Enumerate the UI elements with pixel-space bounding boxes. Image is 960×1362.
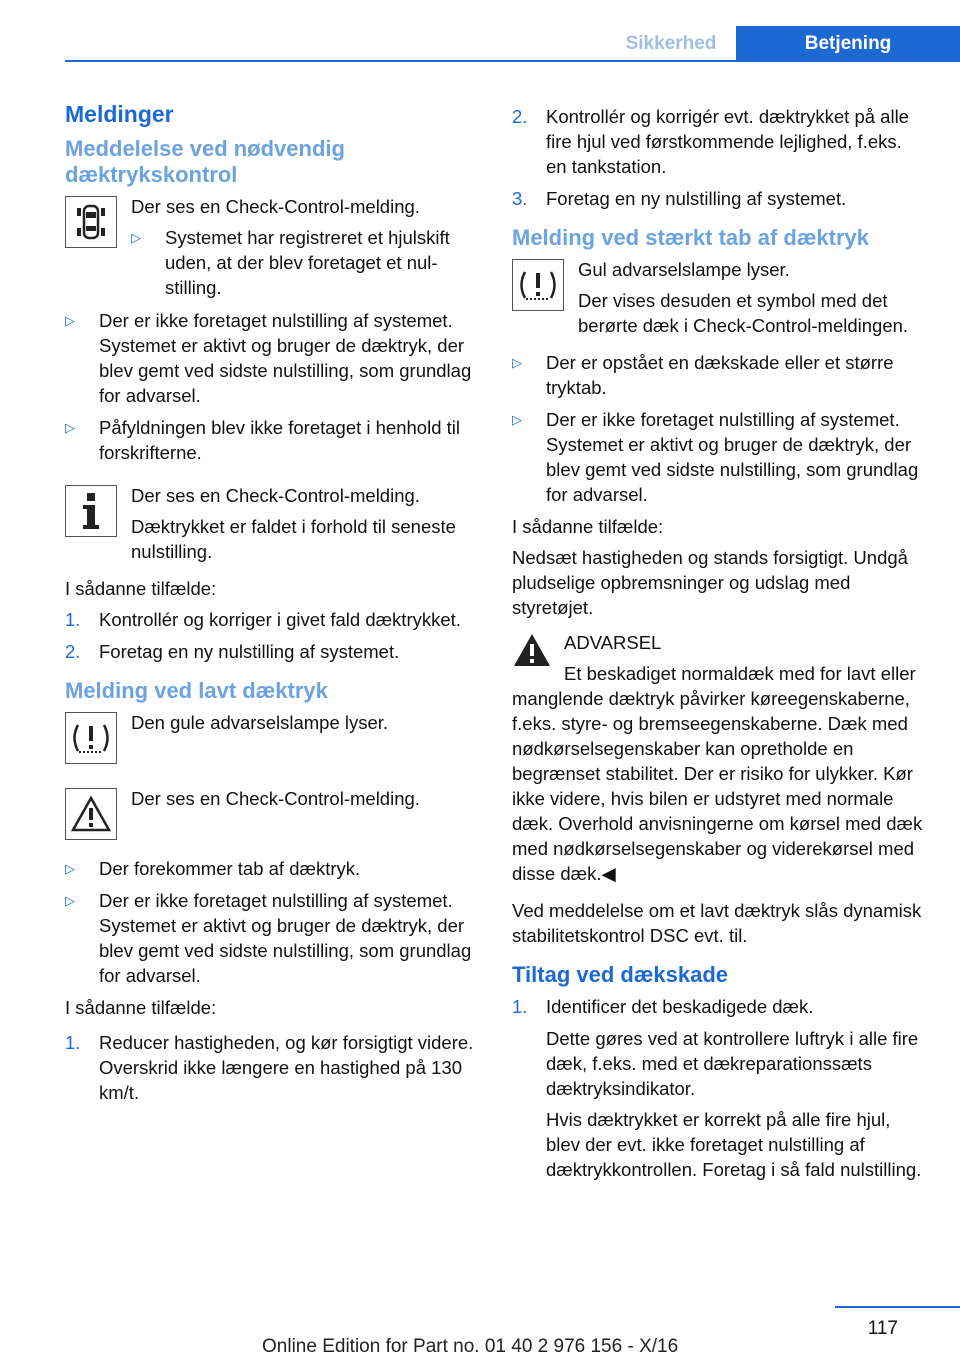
warning-title: ADVARSEL — [564, 632, 662, 653]
cases-label: I sådanne tilfælde: — [512, 516, 664, 537]
check-control-block — [65, 786, 477, 842]
cases-label: I sådanne tilfælde: — [65, 997, 217, 1018]
dsc-text: Ved meddelelse om et lavt dæktryk slås dynamisk stabilitetskontrol DSC evt. til. — [512, 900, 922, 946]
yellow-lamp-block — [512, 257, 926, 338]
info-icon — [65, 485, 117, 537]
warning-block — [512, 630, 926, 655]
list-item: ▷ Der er ikke foretaget nulstilling af systemet. Systemet er aktivt og bruger de dæktryk, der blev gemt ved sidste nulstilling, som grundlag for advarsel. — [512, 409, 919, 505]
footer-rule — [835, 1306, 960, 1308]
car-tire-message-block — [65, 194, 477, 300]
list-item: ▷ Der er ikke foretaget nulstilling af systemet. Systemet er aktivt og bruger de dæktryk, der blev gemt ved sidste nulstilling, som grundlag for advarsel. — [65, 310, 472, 406]
section-title-low-pressure: Melding ved lavt dæktryk — [65, 678, 328, 703]
warning-triangle-icon — [65, 788, 117, 840]
cases-label: I sådanne tilfælde: — [65, 578, 217, 599]
check-control-text: Der ses en Check-Control-melding. — [131, 788, 420, 809]
numbered-list — [512, 104, 926, 211]
warning-text: Et beskadiget normaldæk med for lavt eller manglende dæktryk påvirker køreegenskaberne, f.eks. styre- og bremseegenskaberne. Dæk med nødkørselsegenskaber kan opretholde en begrænset stabilitet. Der er risiko for ulykker. Kør ikke videre, hvis bilen er udstyret med normale dæk. Overhold anvisningerne om kørsel med dæk med nødkørselsegenskaber og viderekørsel med disse dæk.◀ — [512, 663, 923, 884]
list-item: 1. Kontrollér og korriger i givet fald dæktrykket. — [65, 609, 461, 630]
check-control-text: Der ses en Check-Control-melding. — [131, 196, 420, 217]
bullet-list — [512, 350, 926, 507]
list-item: ▷ Der er ikke foretaget nulstilling af systemet. Systemet er aktivt og bruger de dæktryk, der blev gemt ved sidste nulstilling, som grundlag for advarsel. — [65, 890, 472, 986]
section-title-meldinger: Meldinger — [65, 101, 174, 127]
tire-pressure-warning-icon — [512, 259, 564, 311]
yellow-lamp-block — [65, 710, 477, 766]
step-detail-text: Dette gøres ved at kontrollere luftryk i alle fire dæk, f.eks. med et dækreparationssæts dæktryksindikator. — [546, 1028, 919, 1099]
right-column — [512, 104, 926, 1188]
bullet-list — [131, 225, 477, 300]
edition-text: Online Edition for Part no. 01 40 2 976 156 - X/16 — [262, 1336, 679, 1357]
tire-pressure-warning-icon — [65, 712, 117, 764]
list-item: ▷ Systemet har registreret et hjulskift uden, at der blev foretaget et nulstilling. — [131, 227, 450, 298]
numbered-list — [65, 1030, 477, 1105]
car-tire-icon — [65, 196, 117, 248]
step-detail-text: Hvis dæktrykket er korrekt på alle fire hjul, blev der evt. ikke foretaget nulstilling af dæktrykkontrollen. Foretag i så fald nulstilling. — [546, 1109, 922, 1180]
bullet-list — [65, 308, 477, 465]
reduce-speed-text: Nedsæt hastigheden og stands forsigtigt. Undgå pludselige opbremsninger og udslag med styretøjet. — [512, 547, 908, 618]
list-item: 1. Identificer det beskadigede dæk. — [512, 996, 814, 1017]
numbered-list — [65, 607, 477, 664]
list-item: 1. Reducer hastigheden, og kør forsigtigt videre. Overskrid ikke længere en hastighed på 130 km/t. — [65, 1032, 474, 1103]
list-item: 2. Foretag en ny nulstilling af systemet. — [65, 641, 400, 662]
warning-triangle-filled-icon — [512, 632, 552, 668]
numbered-list — [512, 994, 926, 1019]
check-control-text: Der ses en Check-Control-melding. — [131, 485, 420, 506]
yellow-lamp-text: Den gule advarselslampe lyser. — [131, 712, 389, 733]
section-title-tire-damage: Tiltag ved dækskade — [512, 962, 729, 987]
list-item: ▷ Påfyldningen blev ikke foretaget i henhold til forskrifterne. — [65, 417, 460, 463]
tab-sikkerhed[interactable]: Sikkerhed — [625, 33, 717, 54]
section-title-strong-loss: Melding ved stærkt tab af dæktryk — [512, 225, 869, 250]
list-item: 2. Kontrollér og korrigér evt. dæktrykket på alle fire hjul ved førstkommende lejlighed, f.eks. en tankstation. — [512, 106, 909, 177]
list-item: 3. Foretag en ny nulstilling af systemet. — [512, 188, 847, 209]
section-title-check-required: Meddelelse ved nødvendig dæktrykskontrol — [65, 136, 345, 187]
header-rule — [65, 60, 960, 62]
pressure-drop-text: Dæktrykket er faldet i forhold til seneste nulstilling. — [131, 516, 456, 562]
yellow-lamp-text: Gul advarselslampe lyser. — [578, 259, 790, 280]
symbol-text: Der vises desuden et symbol med det berørte dæk i Check-Control-meldingen. — [578, 290, 909, 336]
left-column — [65, 100, 477, 1112]
info-message-block — [65, 483, 477, 564]
bullet-list — [65, 856, 477, 988]
list-item: ▷ Der forekommer tab af dæktryk. — [65, 858, 361, 879]
list-item: ▷ Der er opstået en dækskade eller et større tryktab. — [512, 352, 894, 398]
tab-betjening[interactable]: Betjening — [736, 26, 960, 62]
page-number: 117 — [867, 1318, 898, 1339]
